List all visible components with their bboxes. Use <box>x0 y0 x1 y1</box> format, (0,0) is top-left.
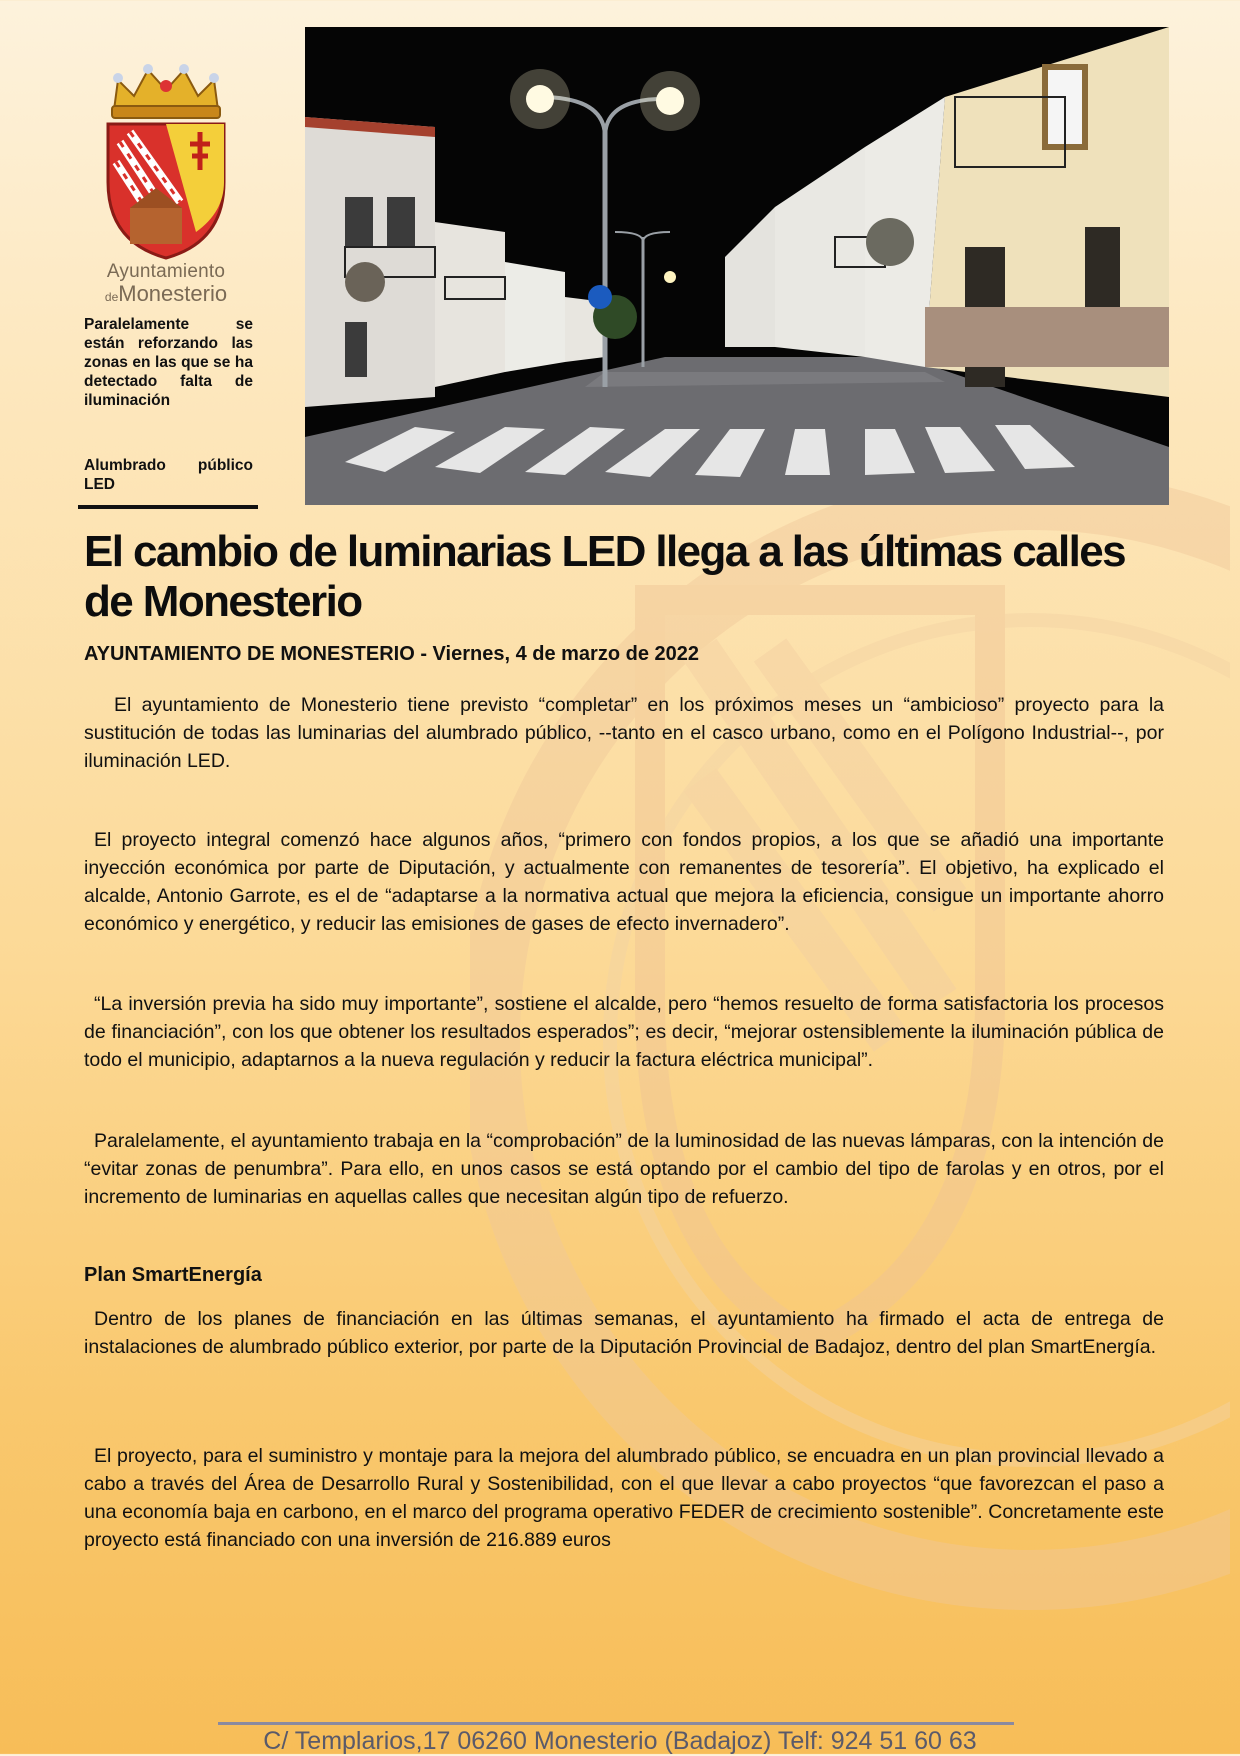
crest-caption <box>76 262 256 305</box>
street-night-photo <box>305 27 1169 505</box>
footer-address: C/ Templarios,17 06260 Monesterio (Badajoz) Telf: 924 51 60 63 <box>263 1727 977 1755</box>
article-headline: El cambio de luminarias LED llega a las últimas calles de Monesterio <box>84 527 1125 626</box>
article-paragraph: El proyecto, para el suministro y montaje para la mejora del alumbrado público, se encuadra en un plan provincial llevado a cabo a través del Área de Desarrollo Rural y Sostenibilidad, con el que llevar a cabo proyectos “que favorezcan el paso a una economía baja en carbono, en el marco del programa operativo FEDER de crecimiento sostenible”. Concretamente este proyecto está financiado con una inversión de 216.889 euros <box>84 1445 1164 1551</box>
side-note-caption: Alumbrado público LED <box>84 457 253 493</box>
side-rule-divider <box>78 505 258 509</box>
article-byline: AYUNTAMIENTO DE MONESTERIO - Viernes, 4 de marzo de 2022 <box>84 643 699 665</box>
footer-rule <box>218 1722 1014 1725</box>
municipal-crest-logo <box>96 62 236 262</box>
section-subheading: Plan SmartEnergía <box>84 1264 262 1286</box>
article-paragraph: El proyecto integral comenzó hace algunos años, “primero con fondos propios, a los que se añadió una importante inyección económica por parte de Diputación, y actualmente con remanentes de tesorería”. El objetivo, ha explicado el alcalde, Antonio Garrote, es el de “adaptarse a la normativa actual que mejora la eficiencia, consigue un importante ahorro económico y energético, y reducir las emisiones de gases de efecto invernadero”. <box>84 829 1164 935</box>
article-paragraph: El ayuntamiento de Monesterio tiene previsto “completar” en los próximos meses un “ambicioso” proyecto para la sustitución de todas las luminarias del alumbrado público, --tanto en el casco urbano, como en el Polígono Industrial--, por iluminación LED. <box>84 694 1164 772</box>
crest-caption-line1: Ayuntamiento <box>106 261 226 282</box>
article-paragraph: Dentro de los planes de financiación en las últimas semanas, el ayuntamiento ha firmado el acta de entrega de instalaciones de alumbrado público exterior, por parte de la Diputación Provincial de Badajoz, dentro del plan SmartEnergía. <box>84 1308 1164 1358</box>
article-paragraph: Paralelamente, el ayuntamiento trabaja en la “comprobación” de la luminosidad de las nuevas lámparas, con la intención de “evitar zonas de penumbra”. Para ello, en unos casos se está optando por el cambio del tipo de farolas y en otros, por el incremento de luminarias en aquellas calles que necesitan algún tipo de refuerzo. <box>84 1130 1164 1208</box>
side-note-reinforcement: Paralelamente se están reforzando las zonas en las que se ha detectado falta de iluminación <box>84 316 253 409</box>
crest-caption-line2: deMonesterio <box>104 281 228 306</box>
article-paragraph: “La inversión previa ha sido muy importante”, sostiene el alcalde, pero “hemos resuelto de forma satisfactoria los procesos de financiación”, con los que obtener los resultados esperados”; es decir, “mejorar ostensiblemente la iluminación pública de todo el municipio, adaptarnos a la nueva regulación y reducir la factura eléctrica municipal”. <box>84 993 1164 1071</box>
